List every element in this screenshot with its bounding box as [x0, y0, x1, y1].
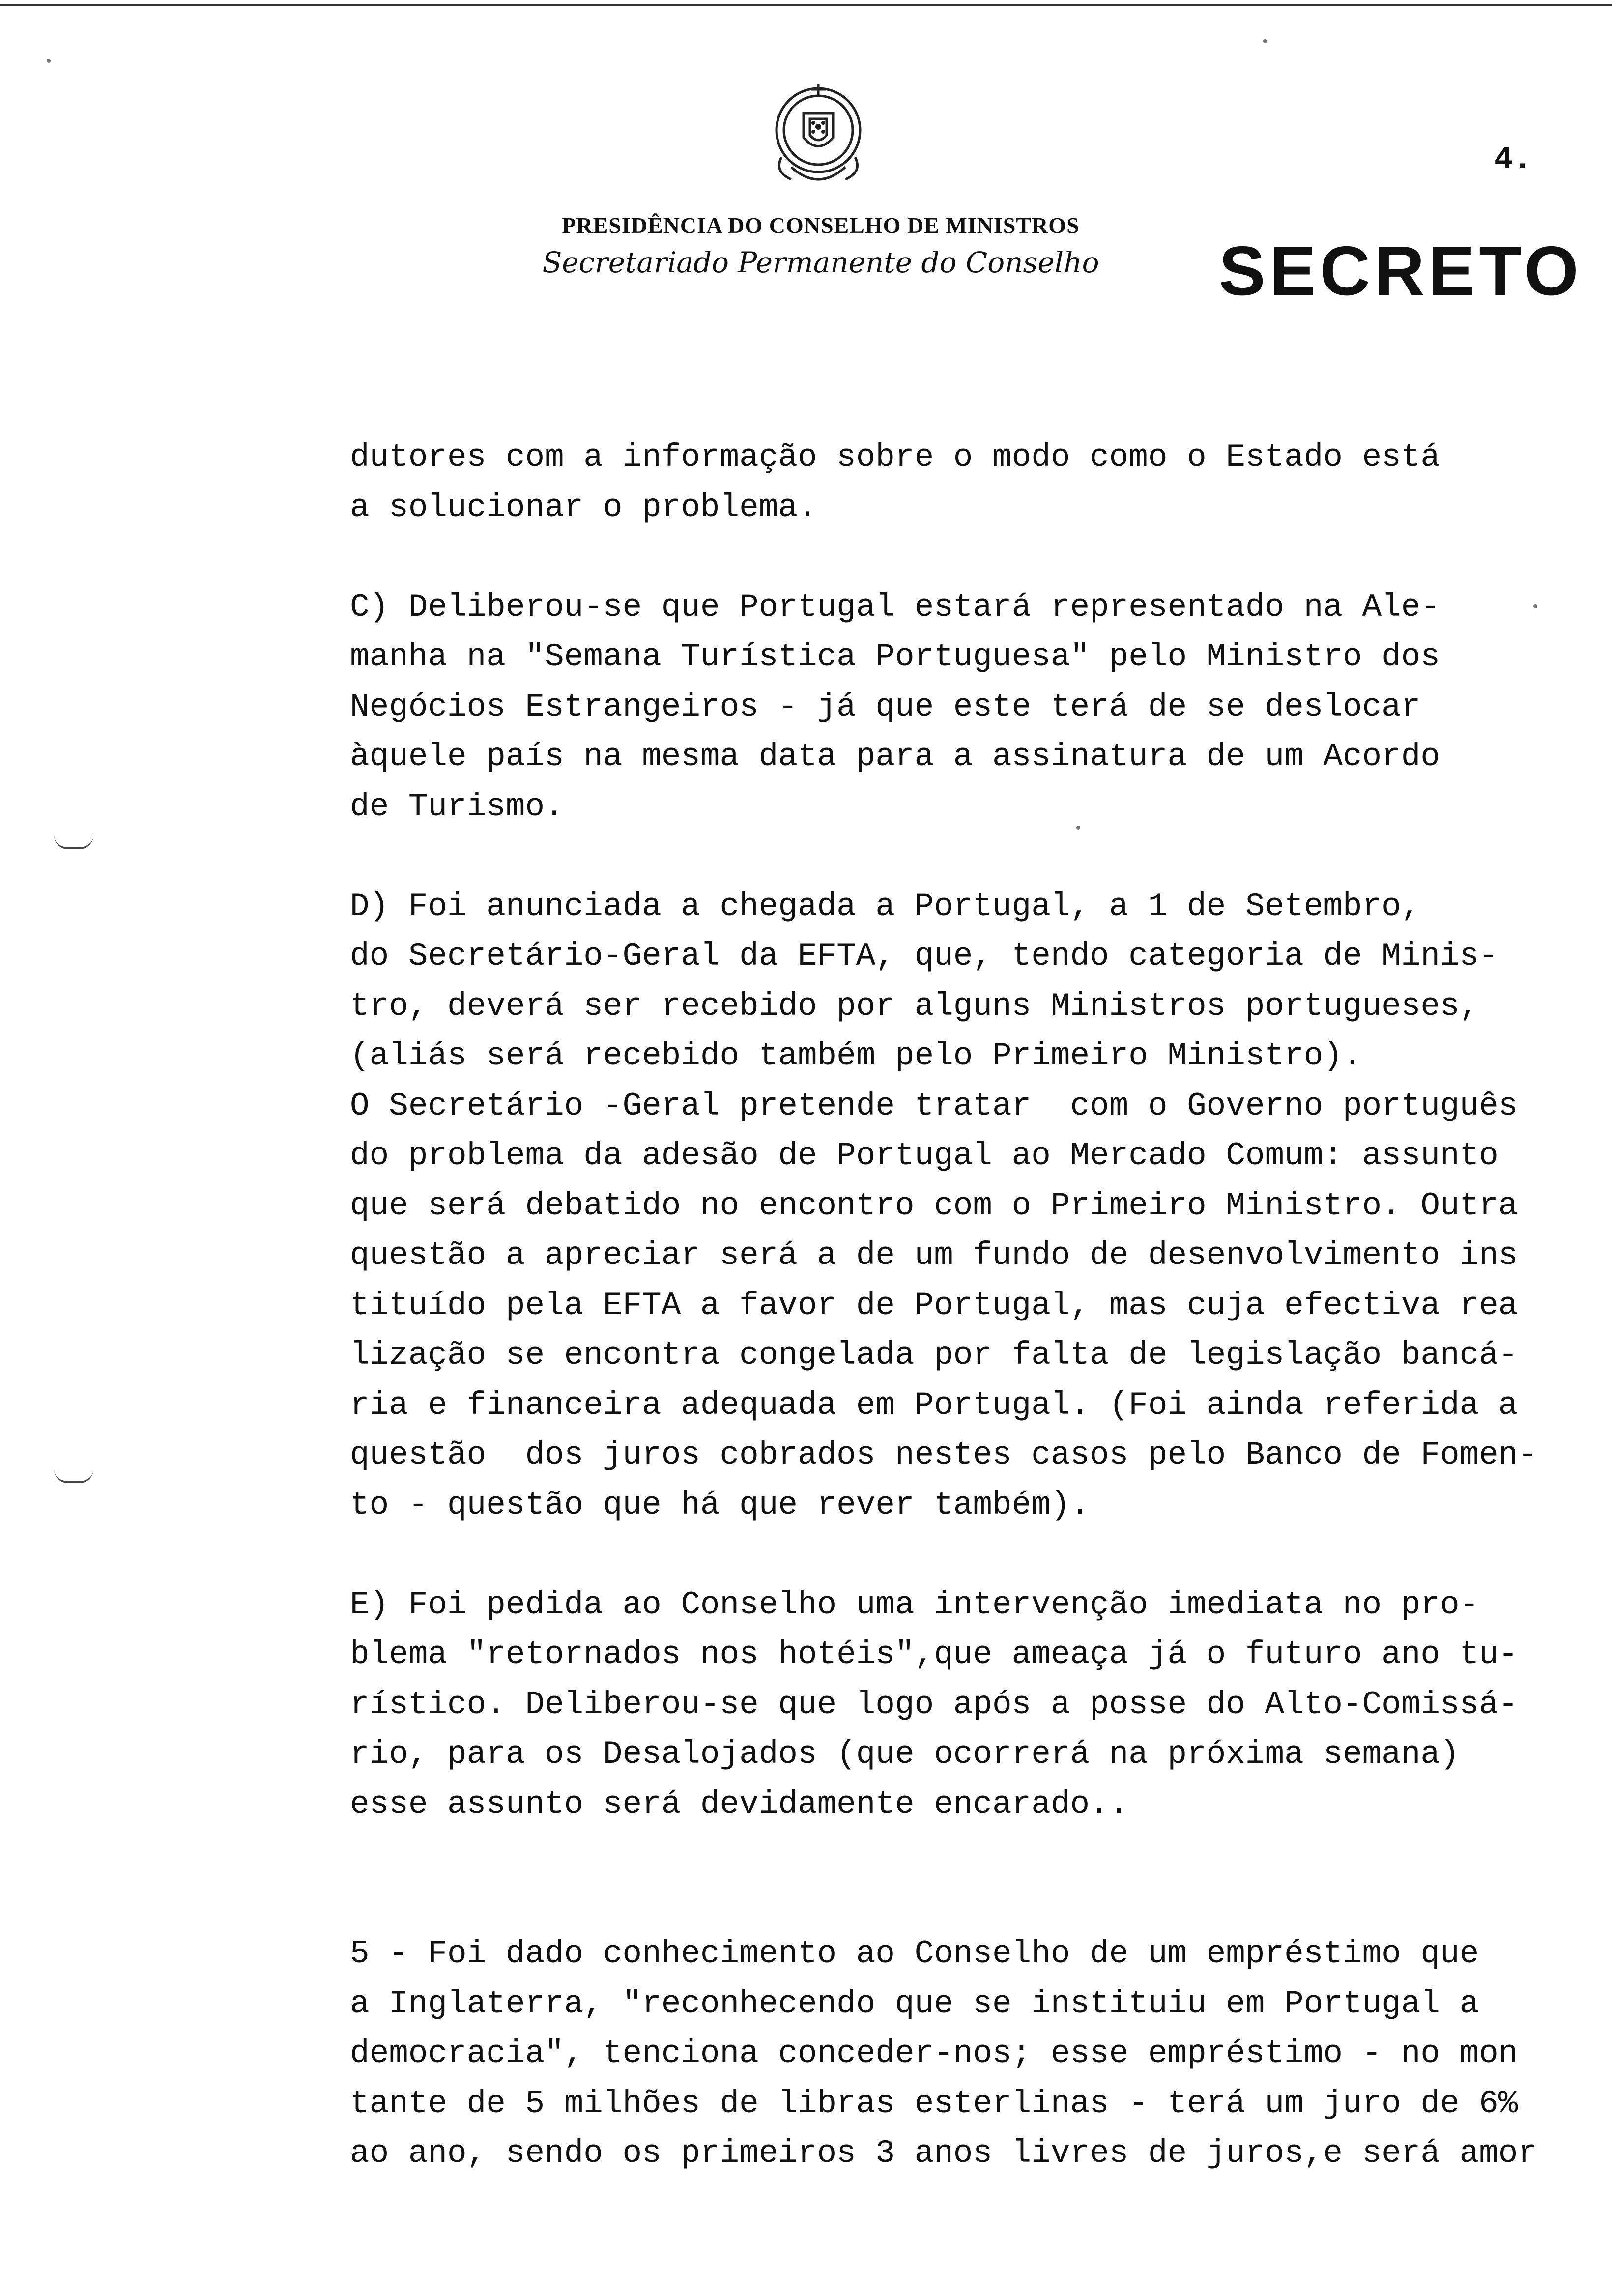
text-line: questão dos juros cobrados nestes casos pelo Banco de Fomen-	[350, 1436, 1537, 1473]
text-line: ria e financeira adequada em Portugal. (Foi ainda referida a	[350, 1386, 1518, 1424]
text-line: de Turismo.	[350, 788, 564, 825]
text-line: tituído pela EFTA a favor de Portugal, mas cuja efectiva rea	[350, 1287, 1518, 1324]
top-border-line	[0, 4, 1612, 6]
text-line: do problema da adesão de Portugal ao Mercado Comum: assunto	[350, 1137, 1498, 1174]
text-line: rístico. Deliberou-se que logo após a posse do Alto-Comissá-	[350, 1686, 1518, 1723]
scan-speck	[1076, 826, 1080, 830]
text-line: manha na "Semana Turística Portuguesa" pelo Ministro dos	[350, 638, 1440, 675]
text-line: C) Deliberou-se que Portugal estará representado na Ale-	[350, 588, 1440, 626]
text-line: do Secretário-Geral da EFTA, que, tendo categoria de Minis-	[350, 938, 1498, 975]
coat-of-arms-icon	[762, 74, 875, 197]
text-line: esse assunto será devidamente encarado..	[350, 1785, 1129, 1823]
text-line: questão a apreciar será a de um fundo de desenvolvimento ins	[350, 1237, 1518, 1274]
text-line: Negócios Estrangeiros - já que este terá de se deslocar	[350, 688, 1421, 725]
text-line: 5 - Foi dado conhecimento ao Conselho de um empréstimo que	[350, 1935, 1479, 1972]
scan-speck	[1533, 604, 1537, 608]
page-number: 4.	[1494, 143, 1532, 178]
office-title: PRESIDÊNCIA DO CONSELHO DE MINISTROS	[562, 213, 1080, 238]
text-line: D) Foi anunciada a chegada a Portugal, a 1 de Setembro,	[350, 888, 1421, 925]
paragraph-item-e	[350, 1580, 1549, 1830]
text-line: blema "retornados nos hotéis",que ameaça já o futuro ano tu-	[350, 1636, 1518, 1673]
text-line: a Inglaterra, "reconhecendo que se instituiu em Portugal a	[350, 1985, 1479, 2022]
text-line: tro, deverá ser recebido por alguns Ministros portugueses,	[350, 987, 1479, 1025]
scan-speck	[1263, 39, 1267, 43]
margin-mark	[54, 1469, 93, 1483]
office-subtitle: Secretariado Permanente do Conselho	[542, 246, 1099, 279]
text-line: E) Foi pedida ao Conselho uma intervenção imediata no pro-	[350, 1586, 1479, 1623]
text-line: dutores com a informação sobre o modo como o Estado está	[350, 439, 1440, 476]
text-line: O Secretário -Geral pretende tratar com o Governo português	[350, 1087, 1518, 1124]
text-line: que será debatido no encontro com o Primeiro Ministro. Outra	[350, 1187, 1518, 1224]
text-line: to - questão que há que rever também).	[350, 1486, 1090, 1523]
paragraph-item-d	[350, 882, 1549, 1530]
text-line: a solucionar o problema.	[350, 488, 817, 526]
text-line: ao ano, sendo os primeiros 3 anos livres de juros,e será amor	[350, 2135, 1537, 2172]
margin-mark	[54, 835, 93, 849]
document-body	[350, 432, 1549, 2179]
text-line: tante de 5 milhões de libras esterlinas - terá um juro de 6%	[350, 2085, 1518, 2122]
classification-stamp: SECRETO	[1219, 232, 1583, 310]
text-line: àquele país na mesma data para a assinatura de um Acordo	[350, 738, 1440, 775]
intro-paragraph	[350, 432, 1549, 532]
scan-speck	[47, 59, 51, 63]
text-line: (aliás será recebido também pelo Primeiro Ministro).	[350, 1037, 1362, 1074]
text-line: lização se encontra congelada por falta de legislação bancá-	[350, 1337, 1518, 1374]
paragraph-item-c	[350, 582, 1549, 832]
text-line: rio, para os Desalojados (que ocorrerá na próxima semana)	[350, 1736, 1460, 1773]
paragraph-item-5	[350, 1929, 1549, 2179]
text-line: democracia", tenciona conceder-nos; esse empréstimo - no mon	[350, 2035, 1518, 2072]
